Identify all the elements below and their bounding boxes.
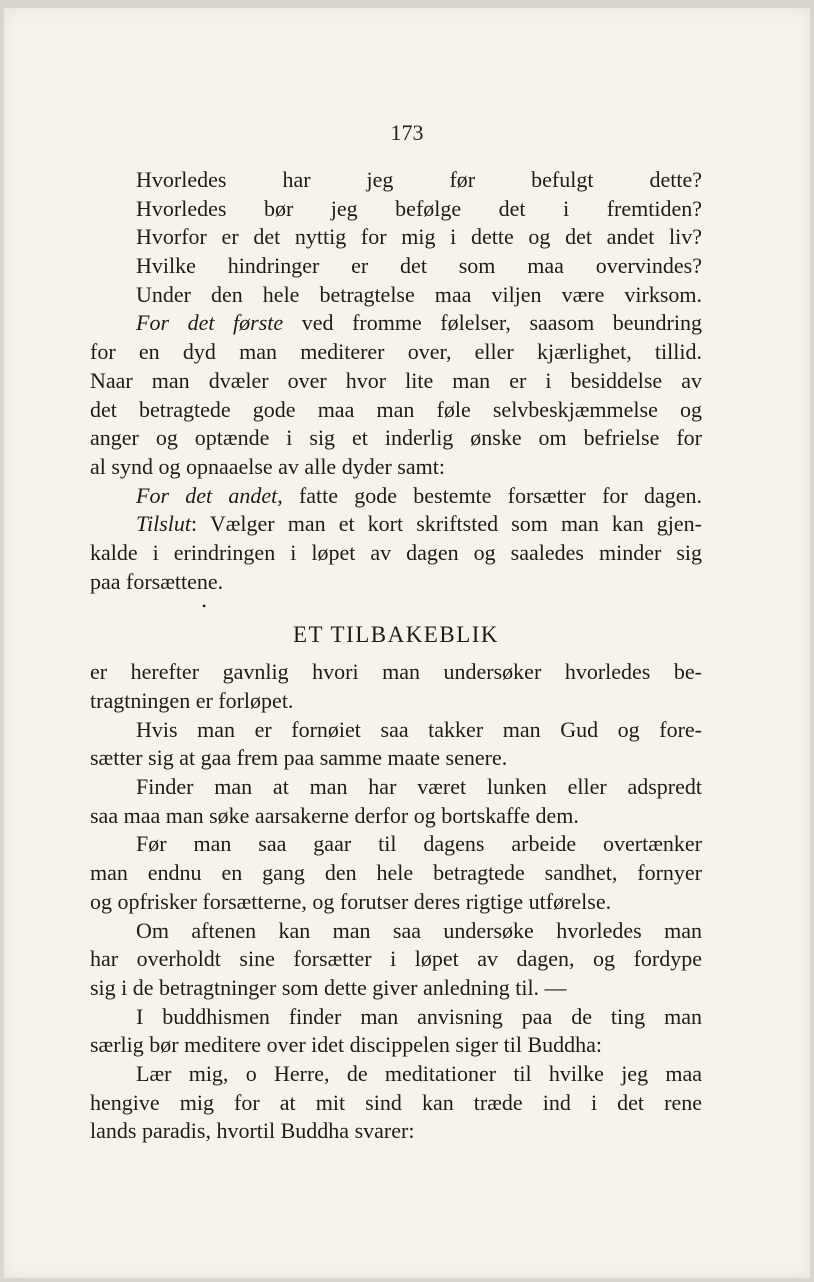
text-line: anger og optænde i sig et inderlig ønske om befrielse for — [90, 425, 702, 451]
text-line: det betragtede gode maa man føle selvbeskjæmmelse og — [90, 396, 702, 422]
line-rest: : Vælger man et kort skriftsted som man kan gjen- — [191, 511, 702, 537]
text-line: Naar man dvæler over hvor lite man er i besiddelse av — [90, 367, 702, 393]
text-line: er herefter gavnlig hvori man undersøker hvorledes be- — [90, 659, 702, 685]
text-line: og opfrisker forsætterne, og forutser deres rigtige utførelse. — [90, 888, 612, 914]
paragraph — [90, 917, 702, 1003]
text-line — [90, 482, 702, 511]
text-line: Hvis man er fornøiet saa takker man Gud og fore- — [136, 716, 702, 742]
text-line: I buddhismen finder man anvisning paa de ting man — [136, 1003, 702, 1029]
paragraph-second — [90, 482, 702, 511]
text-line: Hvorledes har jeg før befulgt dette? — [136, 167, 702, 192]
bullet-mark — [90, 596, 702, 614]
text-line — [90, 510, 702, 539]
text-line: Hvorledes bør jeg befølge det i fremtiden? — [136, 195, 702, 221]
text-line: paa forsættene. — [90, 568, 224, 594]
italic-lead: For det første — [136, 310, 284, 336]
question-list — [90, 166, 702, 309]
paragraph — [90, 1060, 702, 1146]
text-line: for en dyd man mediterer over, eller kjærlighet, tillid. — [90, 339, 702, 365]
text-line — [90, 309, 702, 338]
text-line: saa maa man søke aarsakerne derfor og bortskaffe dem. — [90, 802, 579, 828]
paragraph-first — [90, 309, 702, 481]
page-number: 173 — [390, 120, 424, 145]
bullet-glyph: • — [202, 599, 207, 614]
text-line: man endnu en gang den hele betragtede sandhet, fornyer — [90, 860, 702, 886]
text-line: Finder man at man har været lunken eller adspredt — [136, 774, 702, 800]
italic-lead: Tilslut — [136, 511, 192, 537]
text-line: Før man saa gaar til dagens arbeide overtænker — [136, 831, 702, 857]
text-line: kalde i erindringen i løpet av dagen og saaledes minder sig — [90, 539, 702, 565]
section-heading: ET TILBAKEBLIK — [292, 622, 500, 648]
line-rest: ved fromme følelser, saasom beundring — [283, 310, 702, 336]
paragraph — [90, 830, 702, 916]
text-line: lands paradis, hvortil Buddha svarer: — [90, 1118, 415, 1144]
text-line: Under den hele betragtelse maa viljen være virksom. — [136, 281, 702, 307]
text-line: Hvilke hindringer er det som maa overvindes? — [136, 253, 702, 279]
text-line: sætter sig at gaa frem paa samme maate senere. — [90, 745, 508, 771]
text-line: al synd og opnaaelse av alle dyder samt: — [90, 453, 445, 479]
text-line: sig i de betragtninger som dette giver anledning til. — — [90, 974, 567, 1000]
text-line: tragtningen er forløpet. — [90, 688, 294, 713]
text-line: Hvorfor er det nyttig for mig i dette og det andet liv? — [136, 224, 702, 250]
section-body — [90, 658, 702, 1146]
paragraph — [90, 658, 702, 715]
book-page — [4, 8, 810, 1278]
text-line: Om aftenen kan man saa undersøke hvorledes man — [136, 917, 702, 943]
line-rest: fatte gode bestemte forsætter for dagen. — [282, 482, 702, 508]
italic-lead: For det andet, — [136, 482, 283, 508]
text-line: særlig bør meditere over idet discippelen siger til Buddha: — [90, 1032, 602, 1058]
text-line: har overholdt sine forsætter i løpet av dagen, og fordype — [90, 946, 702, 972]
text-line: Lær mig, o Herre, de meditationer til hvilke jeg maa — [136, 1060, 702, 1086]
text-line: hengive mig for at mit sind kan træde ind i det rene — [90, 1089, 702, 1115]
paragraph — [90, 716, 702, 773]
page-text — [90, 166, 702, 1146]
paragraph — [90, 1003, 702, 1060]
paragraph-third — [90, 510, 702, 596]
paragraph — [90, 773, 702, 830]
